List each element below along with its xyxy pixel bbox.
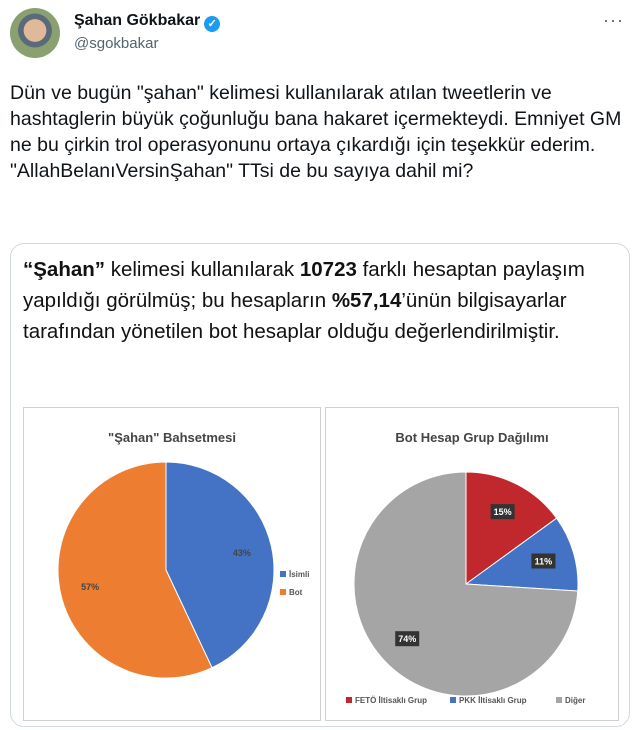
chart-bot-group: [325, 407, 619, 721]
verified-badge-icon: ✓: [204, 16, 220, 32]
legend-label: FETÖ İltisaklı Grup: [355, 696, 428, 705]
caption-text: kelimesi kullanılarak: [105, 258, 300, 281]
legend-item: [280, 588, 302, 597]
data-label: 57%: [81, 581, 100, 592]
data-label: 74%: [398, 634, 417, 645]
caption-bold: %57,14: [331, 289, 402, 312]
legend-swatch: [556, 697, 562, 703]
pie-chart: [24, 408, 320, 720]
legend-swatch: [346, 697, 352, 703]
chart-title: Bot Hesap Grup Dağılımı: [395, 430, 549, 445]
data-label: 43%: [232, 548, 251, 559]
author-name-text: Şahan Gökbakar: [74, 12, 201, 29]
author-name[interactable]: [74, 12, 220, 32]
more-options-icon[interactable]: ···: [603, 10, 624, 30]
chart-title: "Şahan" Bahsetmesi: [108, 430, 236, 445]
data-label: 11%: [534, 556, 553, 567]
caption-text: ’ünün bilgisayarlar tarafından yönetilen bot hesaplar olduğu değerlendirilmiştir.: [23, 289, 567, 343]
chart-sahan-mention: [23, 407, 321, 721]
caption-bold: “Şahan”: [23, 258, 106, 281]
legend-item: [556, 696, 585, 705]
legend-item: [450, 696, 527, 705]
legend-label: Diğer: [565, 696, 586, 705]
legend-label: PKK İltisaklı Grup: [459, 696, 527, 705]
caption-text: farklı hesaptan paylaşım yapıldığı görülmüş; bu hesapların: [23, 258, 585, 312]
legend-swatch: [280, 589, 286, 595]
avatar[interactable]: [10, 8, 60, 58]
tweet-image[interactable]: [10, 243, 630, 727]
image-caption: [23, 254, 623, 347]
tweet-text: Dün ve bugün "şahan" kelimesi kullanılarak atılan tweetlerin ve hashtaglerin büyük çoğunluğu bana hakaret içermekteydi. Emniyet GM ne bu çirkin trol operasyonunu ortaya çıkardığı için teşekkür ederim. "AllahBelanıVersinŞahan" TTsi de bu sayıya dahil mi?: [10, 82, 622, 182]
data-label: 15%: [493, 507, 512, 518]
legend-label: Bot: [289, 588, 303, 597]
legend-item: [280, 570, 309, 579]
caption-bold: 10723: [299, 258, 357, 281]
legend-item: [346, 696, 427, 705]
legend-swatch: [280, 571, 286, 577]
author-handle[interactable]: @sgokbakar: [74, 35, 159, 52]
legend-swatch: [450, 697, 456, 703]
pie-chart: [326, 408, 618, 720]
legend-label: İsimli: [289, 570, 310, 579]
